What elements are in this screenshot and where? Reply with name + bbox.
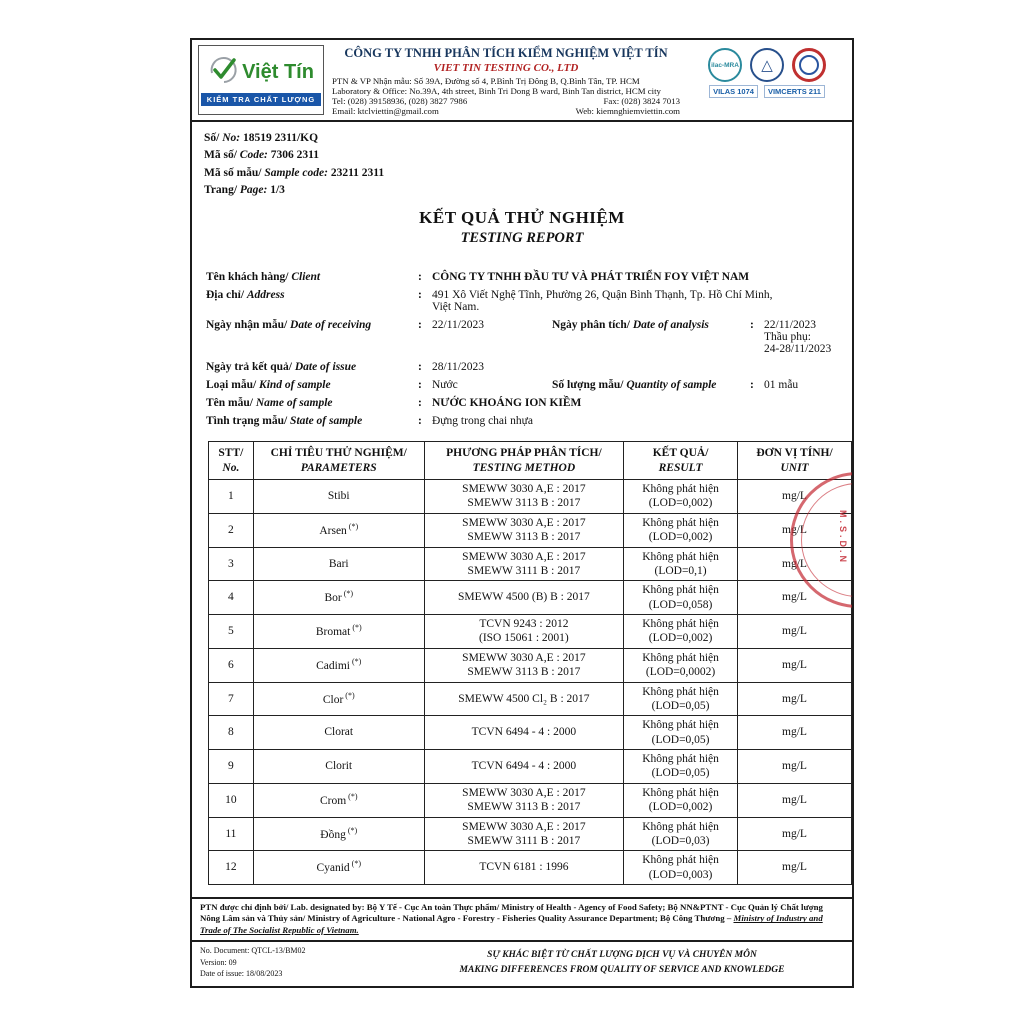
cell-unit: mg/L <box>738 750 852 784</box>
vilas-label: VILAS 1074 <box>709 85 758 98</box>
cell-unit: mg/L <box>738 581 852 615</box>
doc-label-vi: Số/ <box>204 132 220 144</box>
cell-unit: mg/L <box>738 783 852 817</box>
doc-label-vi: Mã số/ <box>204 149 237 162</box>
vimcerts-globe-icon <box>792 48 826 82</box>
cell-method: SMEWW 3030 A,E : 2017 SMEWW 3113 B : 2017 <box>424 648 623 682</box>
label-en: Kind of sample <box>259 379 331 391</box>
label-en: State of sample <box>290 415 363 427</box>
cell-unit: mg/L <box>738 851 852 885</box>
cell-result: Không phát hiện (LOD=0,05) <box>624 750 738 784</box>
cell-parameter: Bor (*) <box>253 581 424 615</box>
table-row <box>209 716 852 750</box>
label-vi: Số lượng mẫu/ <box>552 379 624 391</box>
cell-no: 10 <box>209 783 254 817</box>
cell-parameter: Clor (*) <box>253 682 424 716</box>
cell-result: Không phát hiện (LOD=0,058) <box>624 581 738 615</box>
results-table <box>208 441 852 885</box>
label-vi: Tình trạng mẫu/ <box>206 415 288 427</box>
cell-method: TCVN 9243 : 2012 (ISO 15061 : 2001) <box>424 615 623 649</box>
date-receiving-value: 22/11/2023 <box>432 319 484 331</box>
label-vi: Địa chỉ/ <box>206 289 245 301</box>
red-stamp-text: M.S.D.N <box>838 510 848 566</box>
cell-result: Không phát hiện (LOD=0,05) <box>624 682 738 716</box>
issue-date-row <box>206 361 852 373</box>
cell-parameter: Bromat (*) <box>253 615 424 649</box>
cell-unit: mg/L <box>738 817 852 851</box>
page-number-line <box>204 182 852 199</box>
company-address-vi: PTN & VP Nhận mẫu: Số 39A, Đường số 4, P.Bình Trị Đông B, Q.Bình Tân, TP. HCM <box>332 76 640 86</box>
cell-parameter: Arsen (*) <box>253 513 424 547</box>
report-title <box>192 208 852 247</box>
cell-parameter: Stibi <box>253 480 424 514</box>
cell-method: SMEWW 4500 (B) B : 2017 <box>424 581 623 615</box>
table-row <box>209 817 852 851</box>
table-row <box>209 581 852 615</box>
subcontract-dates: 24-28/11/2023 <box>764 343 832 355</box>
cell-no: 9 <box>209 750 254 784</box>
sample-state-row <box>206 415 852 427</box>
footer-bottom <box>192 940 852 986</box>
header-method: PHƯƠNG PHÁP PHÂN TÍCH/ TESTING METHOD <box>424 442 623 480</box>
cell-unit: mg/L <box>738 648 852 682</box>
sample-name-value: NƯỚC KHOÁNG ION KIỀM <box>432 397 582 409</box>
table-row <box>209 682 852 716</box>
label-en: Address <box>246 289 285 301</box>
doc-code-line <box>204 147 852 164</box>
table-row <box>209 648 852 682</box>
company-fax: Fax: (028) 3824 7013 <box>603 96 680 106</box>
company-tel: Tel: (028) 39158936, (028) 3827 7986 <box>332 96 468 106</box>
ilac-mra-badge-icon <box>708 48 742 82</box>
colon: : <box>418 289 422 301</box>
letterhead <box>192 40 852 122</box>
colon: : <box>418 415 422 427</box>
cell-no: 6 <box>209 648 254 682</box>
logo-name: Việt Tín <box>242 60 314 83</box>
colon: : <box>418 361 422 373</box>
cell-method: TCVN 6494 - 4 : 2000 <box>424 750 623 784</box>
client-address-value <box>432 289 852 313</box>
viet-tin-logo <box>198 45 324 115</box>
colon: : <box>418 379 422 391</box>
cell-unit: mg/L <box>738 716 852 750</box>
company-info <box>332 45 680 115</box>
cell-no: 4 <box>209 581 254 615</box>
title-vi: KẾT QUẢ THỬ NGHIỆM <box>419 208 625 227</box>
label-vi: Tên khách hàng/ <box>206 271 289 283</box>
label-en: Client <box>291 271 321 283</box>
label-vi: Ngày phân tích/ <box>552 319 630 331</box>
doc-label-en: Sample code: <box>264 166 328 179</box>
colon: : <box>418 319 422 331</box>
cell-result: Không phát hiện (LOD=0,1) <box>624 547 738 581</box>
sample-state-value: Đựng trong chai nhựa <box>432 415 533 427</box>
doc-label-vi: Mã số mẫu/ <box>204 166 262 179</box>
cell-no: 7 <box>209 682 254 716</box>
cell-parameter: Clorat <box>253 716 424 750</box>
cell-no: 5 <box>209 615 254 649</box>
checkmark-icon <box>208 55 238 90</box>
cell-result: Không phát hiện (LOD=0,0002) <box>624 648 738 682</box>
cell-no: 2 <box>209 513 254 547</box>
cell-result: Không phát hiện (LOD=0,002) <box>624 615 738 649</box>
dates-row <box>206 319 852 355</box>
address-line-2: Việt Nam. <box>432 301 480 313</box>
doc-value: 23211 2311 <box>330 166 385 179</box>
doc-value: 1/3 <box>270 183 285 196</box>
analysis-date: 22/11/2023 <box>764 319 816 331</box>
cell-result: Không phát hiện (LOD=0,002) <box>624 480 738 514</box>
ilac-mra-label: ilac-MRA <box>711 61 739 69</box>
designation-text-last: Ministry of Industry and Trade of The Socialist Republic of Vietnam. <box>200 913 823 936</box>
cell-no: 8 <box>209 716 254 750</box>
vimcerts-label: VIMCERTS 211 <box>764 85 825 98</box>
cell-result: Không phát hiện (LOD=0,003) <box>624 851 738 885</box>
doc-label-en: Code: <box>239 149 268 162</box>
label-vi: Loại mẫu/ <box>206 379 257 391</box>
sample-name-row <box>206 397 852 409</box>
cell-result: Không phát hiện (LOD=0,002) <box>624 513 738 547</box>
footer-doc-number: No. Document: QTCL-13/BM02 <box>200 946 306 956</box>
company-name-en: VIET TIN TESTING CO., LTD <box>433 62 579 74</box>
triangle-glyph: △ <box>761 57 773 74</box>
cell-unit: mg/L <box>738 682 852 716</box>
doc-label-vi: Trang/ <box>204 183 238 196</box>
slogan-en: MAKING DIFFERENCES FROM QUALITY OF SERVICE AND KNOWLEDGE <box>459 964 785 975</box>
cell-method: SMEWW 4500 Cl₂ B : 2017 <box>424 682 623 716</box>
cell-parameter: Bari <box>253 547 424 581</box>
cell-result: Không phát hiện (LOD=0,03) <box>624 817 738 851</box>
label-en: Date of receiving <box>290 319 372 331</box>
address-line-1: 491 Xô Viết Nghệ Tĩnh, Phường 26, Quận Bình Thạnh, Tp. Hồ Chí Minh, <box>432 289 773 301</box>
cell-method: SMEWW 3030 A,E : 2017 SMEWW 3111 B : 2017 <box>424 547 623 581</box>
quantity-value: 01 mẫu <box>764 379 799 391</box>
header-no: STT/ No. <box>209 442 254 480</box>
slogan-vi: SỰ KHÁC BIỆT TỪ CHẤT LƯỢNG DỊCH VỤ VÀ CHUYÊN MÔN <box>487 950 757 961</box>
cell-parameter: Clorit <box>253 750 424 784</box>
cell-method: SMEWW 3030 A,E : 2017 SMEWW 3113 B : 2017 <box>424 480 623 514</box>
document-meta <box>200 945 400 980</box>
client-row <box>206 271 852 283</box>
label-vi: Ngày nhận mẫu/ <box>206 319 288 331</box>
cell-no: 3 <box>209 547 254 581</box>
header-unit: ĐƠN VỊ TÍNH/ UNIT <box>738 442 852 480</box>
table-row <box>209 750 852 784</box>
label-vi: Ngày trả kết quả/ <box>206 361 292 373</box>
issue-date-value: 28/11/2023 <box>432 361 484 373</box>
designation-text: PTN được chỉ định bởi/ Lab. designated by: Bộ Y Tế - Cục An toàn Thực phẩm/ Ministry of Health - Agency of Food Safety; Bộ NN&PTNT - Cục Quản lý Chất lượng Nông Lâm sản và Thủy sản/ Ministry of Agriculture - National Agro - Forestry - Fisheries Quality Assurance Department; Bộ Công Thương – <box>200 901 823 924</box>
document-info <box>204 130 852 199</box>
client-name-value: CÔNG TY TNHH ĐẦU TƯ VÀ PHÁT TRIỂN FOY VIỆT NAM <box>432 271 750 283</box>
cell-no: 12 <box>209 851 254 885</box>
company-name-vi: CÔNG TY TNHH PHÂN TÍCH KIỂM NGHIỆM VIỆT TÍN <box>344 46 668 60</box>
accreditation-badges <box>688 45 846 115</box>
address-row <box>206 289 852 313</box>
date-analysis-value <box>764 319 852 355</box>
company-email: Email: ktclviettin@gmail.com <box>332 106 439 116</box>
cell-unit: mg/L <box>738 615 852 649</box>
subcontract-label: Thầu phụ: <box>764 331 811 343</box>
cell-parameter: Cadimi (*) <box>253 648 424 682</box>
cell-result: Không phát hiện (LOD=0,05) <box>624 716 738 750</box>
lab-designation <box>192 897 852 941</box>
cell-parameter: Crom (*) <box>253 783 424 817</box>
cell-unit: mg/L <box>738 547 852 581</box>
doc-label-en: No: <box>222 132 241 144</box>
company-web: Web: kiemnghiemviettin.com <box>575 106 680 116</box>
table-row <box>209 480 852 514</box>
cell-method: SMEWW 3030 A,E : 2017 SMEWW 3113 B : 2017 <box>424 513 623 547</box>
cell-unit: mg/L <box>738 513 852 547</box>
cell-method: SMEWW 3030 A,E : 2017 SMEWW 3111 B : 2017 <box>424 817 623 851</box>
company-slogan <box>400 945 844 980</box>
label-en: Quantity of sample <box>626 379 717 391</box>
cell-method: TCVN 6181 : 1996 <box>424 851 623 885</box>
cell-no: 11 <box>209 817 254 851</box>
table-row <box>209 783 852 817</box>
colon: : <box>418 271 422 283</box>
cell-unit: mg/L <box>738 480 852 514</box>
client-details <box>206 271 852 427</box>
company-address-en: Laboratory & Office: No.39A, 4th street, Binh Tri Dong B ward, Binh Tan district, HCM city <box>332 86 661 96</box>
accreditation-triangle-icon <box>750 48 784 82</box>
colon: : <box>418 397 422 409</box>
table-header-row <box>209 442 852 480</box>
footer-issue-date: Date of issue: 18/08/2023 <box>200 969 283 979</box>
header-parameters: CHỈ TIÊU THỬ NGHIỆM/ PARAMETERS <box>253 442 424 480</box>
title-en: TESTING REPORT <box>460 230 584 246</box>
doc-label-en: Page: <box>239 183 268 196</box>
cell-parameter: Đồng (*) <box>253 817 424 851</box>
logo-row <box>208 55 314 90</box>
table-row <box>209 615 852 649</box>
label-vi: Tên mẫu/ <box>206 397 253 409</box>
kind-value: Nước <box>432 379 458 391</box>
logo-tagline: KIỂM TRA CHẤT LƯỢNG <box>201 93 321 106</box>
sample-code-line <box>204 165 852 182</box>
footer-version: Version: 09 <box>200 957 237 967</box>
table-row <box>209 851 852 885</box>
document-page <box>190 38 854 988</box>
cell-parameter: Cyanid (*) <box>253 851 424 885</box>
cell-result: Không phát hiện (LOD=0,002) <box>624 783 738 817</box>
cell-method: TCVN 6494 - 4 : 2000 <box>424 716 623 750</box>
cell-no: 1 <box>209 480 254 514</box>
cell-method: SMEWW 3030 A,E : 2017 SMEWW 3113 B : 2017 <box>424 783 623 817</box>
label-en: Date of issue <box>294 361 357 373</box>
doc-number-line <box>204 130 852 147</box>
colon: : <box>750 319 754 331</box>
header-result: KẾT QUẢ/ RESULT <box>624 442 738 480</box>
doc-value: 18519 2311/KQ <box>242 132 319 144</box>
page-footer <box>192 897 852 986</box>
kind-quantity-row <box>206 379 852 391</box>
label-en: Date of analysis <box>632 319 709 331</box>
colon: : <box>750 379 754 391</box>
doc-value: 7306 2311 <box>270 149 320 162</box>
label-en: Name of sample <box>255 397 333 409</box>
